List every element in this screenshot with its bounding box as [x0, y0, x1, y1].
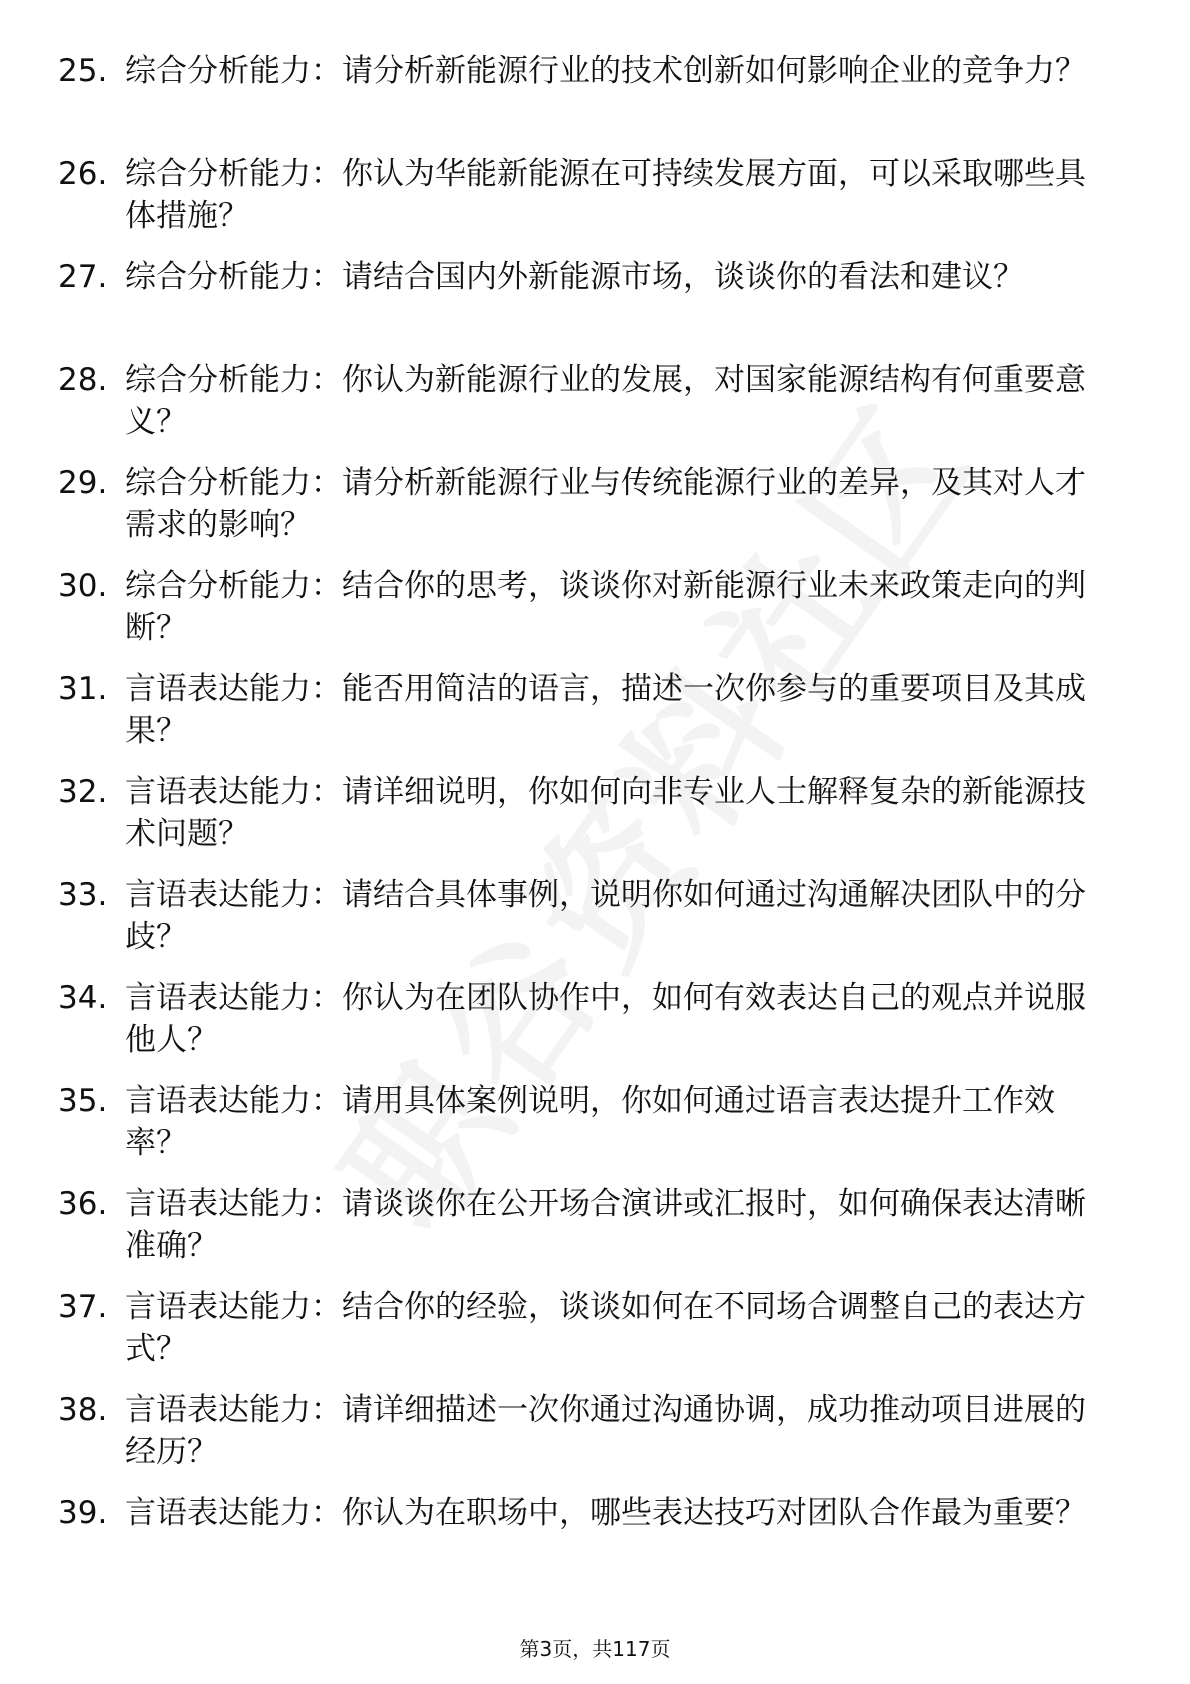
question-number: 36. [58, 1186, 108, 1222]
question-number: 26. [58, 156, 108, 192]
question-item [0, 668, 1190, 771]
question-text: 综合分析能力：请结合国内外新能源市场，谈谈你的看法和建议？ [125, 259, 1024, 295]
question-text: 言语表达能力：你认为在团队协作中，如何有效表达自己的观点并说服他人？ [125, 980, 1086, 1058]
question-number: 34. [58, 980, 108, 1016]
question-text: 综合分析能力：你认为新能源行业的发展，对国家能源结构有何重要意义？ [125, 362, 1086, 440]
question-number: 28. [58, 362, 108, 398]
question-number: 30. [58, 568, 108, 604]
question-number: 33. [58, 877, 108, 913]
question-item [0, 874, 1190, 977]
question-text: 言语表达能力：你认为在职场中，哪些表达技巧对团队合作最为重要？ [125, 1495, 1086, 1531]
question-number: 27. [58, 259, 108, 295]
question-number: 25. [58, 53, 108, 89]
question-item [0, 153, 1190, 256]
question-text: 言语表达能力：能否用简洁的语言，描述一次你参与的重要项目及其成果？ [125, 671, 1086, 749]
question-item [0, 977, 1190, 1080]
question-item [0, 565, 1190, 668]
question-text: 言语表达能力：请详细说明，你如何向非专业人士解释复杂的新能源技术问题？ [125, 774, 1086, 852]
question-item [0, 1389, 1190, 1492]
page-footer: 第3页，共117页 [519, 1637, 671, 1661]
question-text: 言语表达能力：请谈谈你在公开场合演讲或汇报时，如何确保表达清晰准确？ [125, 1186, 1086, 1264]
question-text: 言语表达能力：结合你的经验，谈谈如何在不同场合调整自己的表达方式？ [125, 1289, 1086, 1367]
question-text: 综合分析能力：请分析新能源行业的技术创新如何影响企业的竞争力？ [125, 53, 1086, 89]
question-number: 39. [58, 1495, 108, 1531]
question-item [0, 1492, 1190, 1595]
question-item [0, 359, 1190, 462]
question-text: 综合分析能力：结合你的思考，谈谈你对新能源行业未来政策走向的判断？ [125, 568, 1086, 646]
question-number: 29. [58, 465, 108, 501]
question-item [0, 462, 1190, 565]
question-item [0, 771, 1190, 874]
question-text: 言语表达能力：请结合具体事例，说明你如何通过沟通解决团队中的分歧？ [125, 877, 1086, 955]
question-item [0, 256, 1190, 359]
question-text: 言语表达能力：请用具体案例说明，你如何通过语言表达提升工作效率？ [125, 1083, 1055, 1161]
question-number: 31. [58, 671, 108, 707]
question-text: 综合分析能力：你认为华能新能源在可持续发展方面，可以采取哪些具体措施？ [125, 156, 1086, 234]
question-number: 32. [58, 774, 108, 810]
question-item [0, 1080, 1190, 1183]
question-number: 35. [58, 1083, 108, 1119]
question-number: 37. [58, 1289, 108, 1325]
question-text: 综合分析能力：请分析新能源行业与传统能源行业的差异，及其对人才需求的影响？ [125, 465, 1086, 543]
question-text: 言语表达能力：请详细描述一次你通过沟通协调，成功推动项目进展的经历？ [125, 1392, 1086, 1470]
question-item [0, 1183, 1190, 1286]
question-list [0, 50, 1190, 1595]
question-item [0, 50, 1190, 153]
question-item [0, 1286, 1190, 1389]
question-number: 38. [58, 1392, 108, 1428]
